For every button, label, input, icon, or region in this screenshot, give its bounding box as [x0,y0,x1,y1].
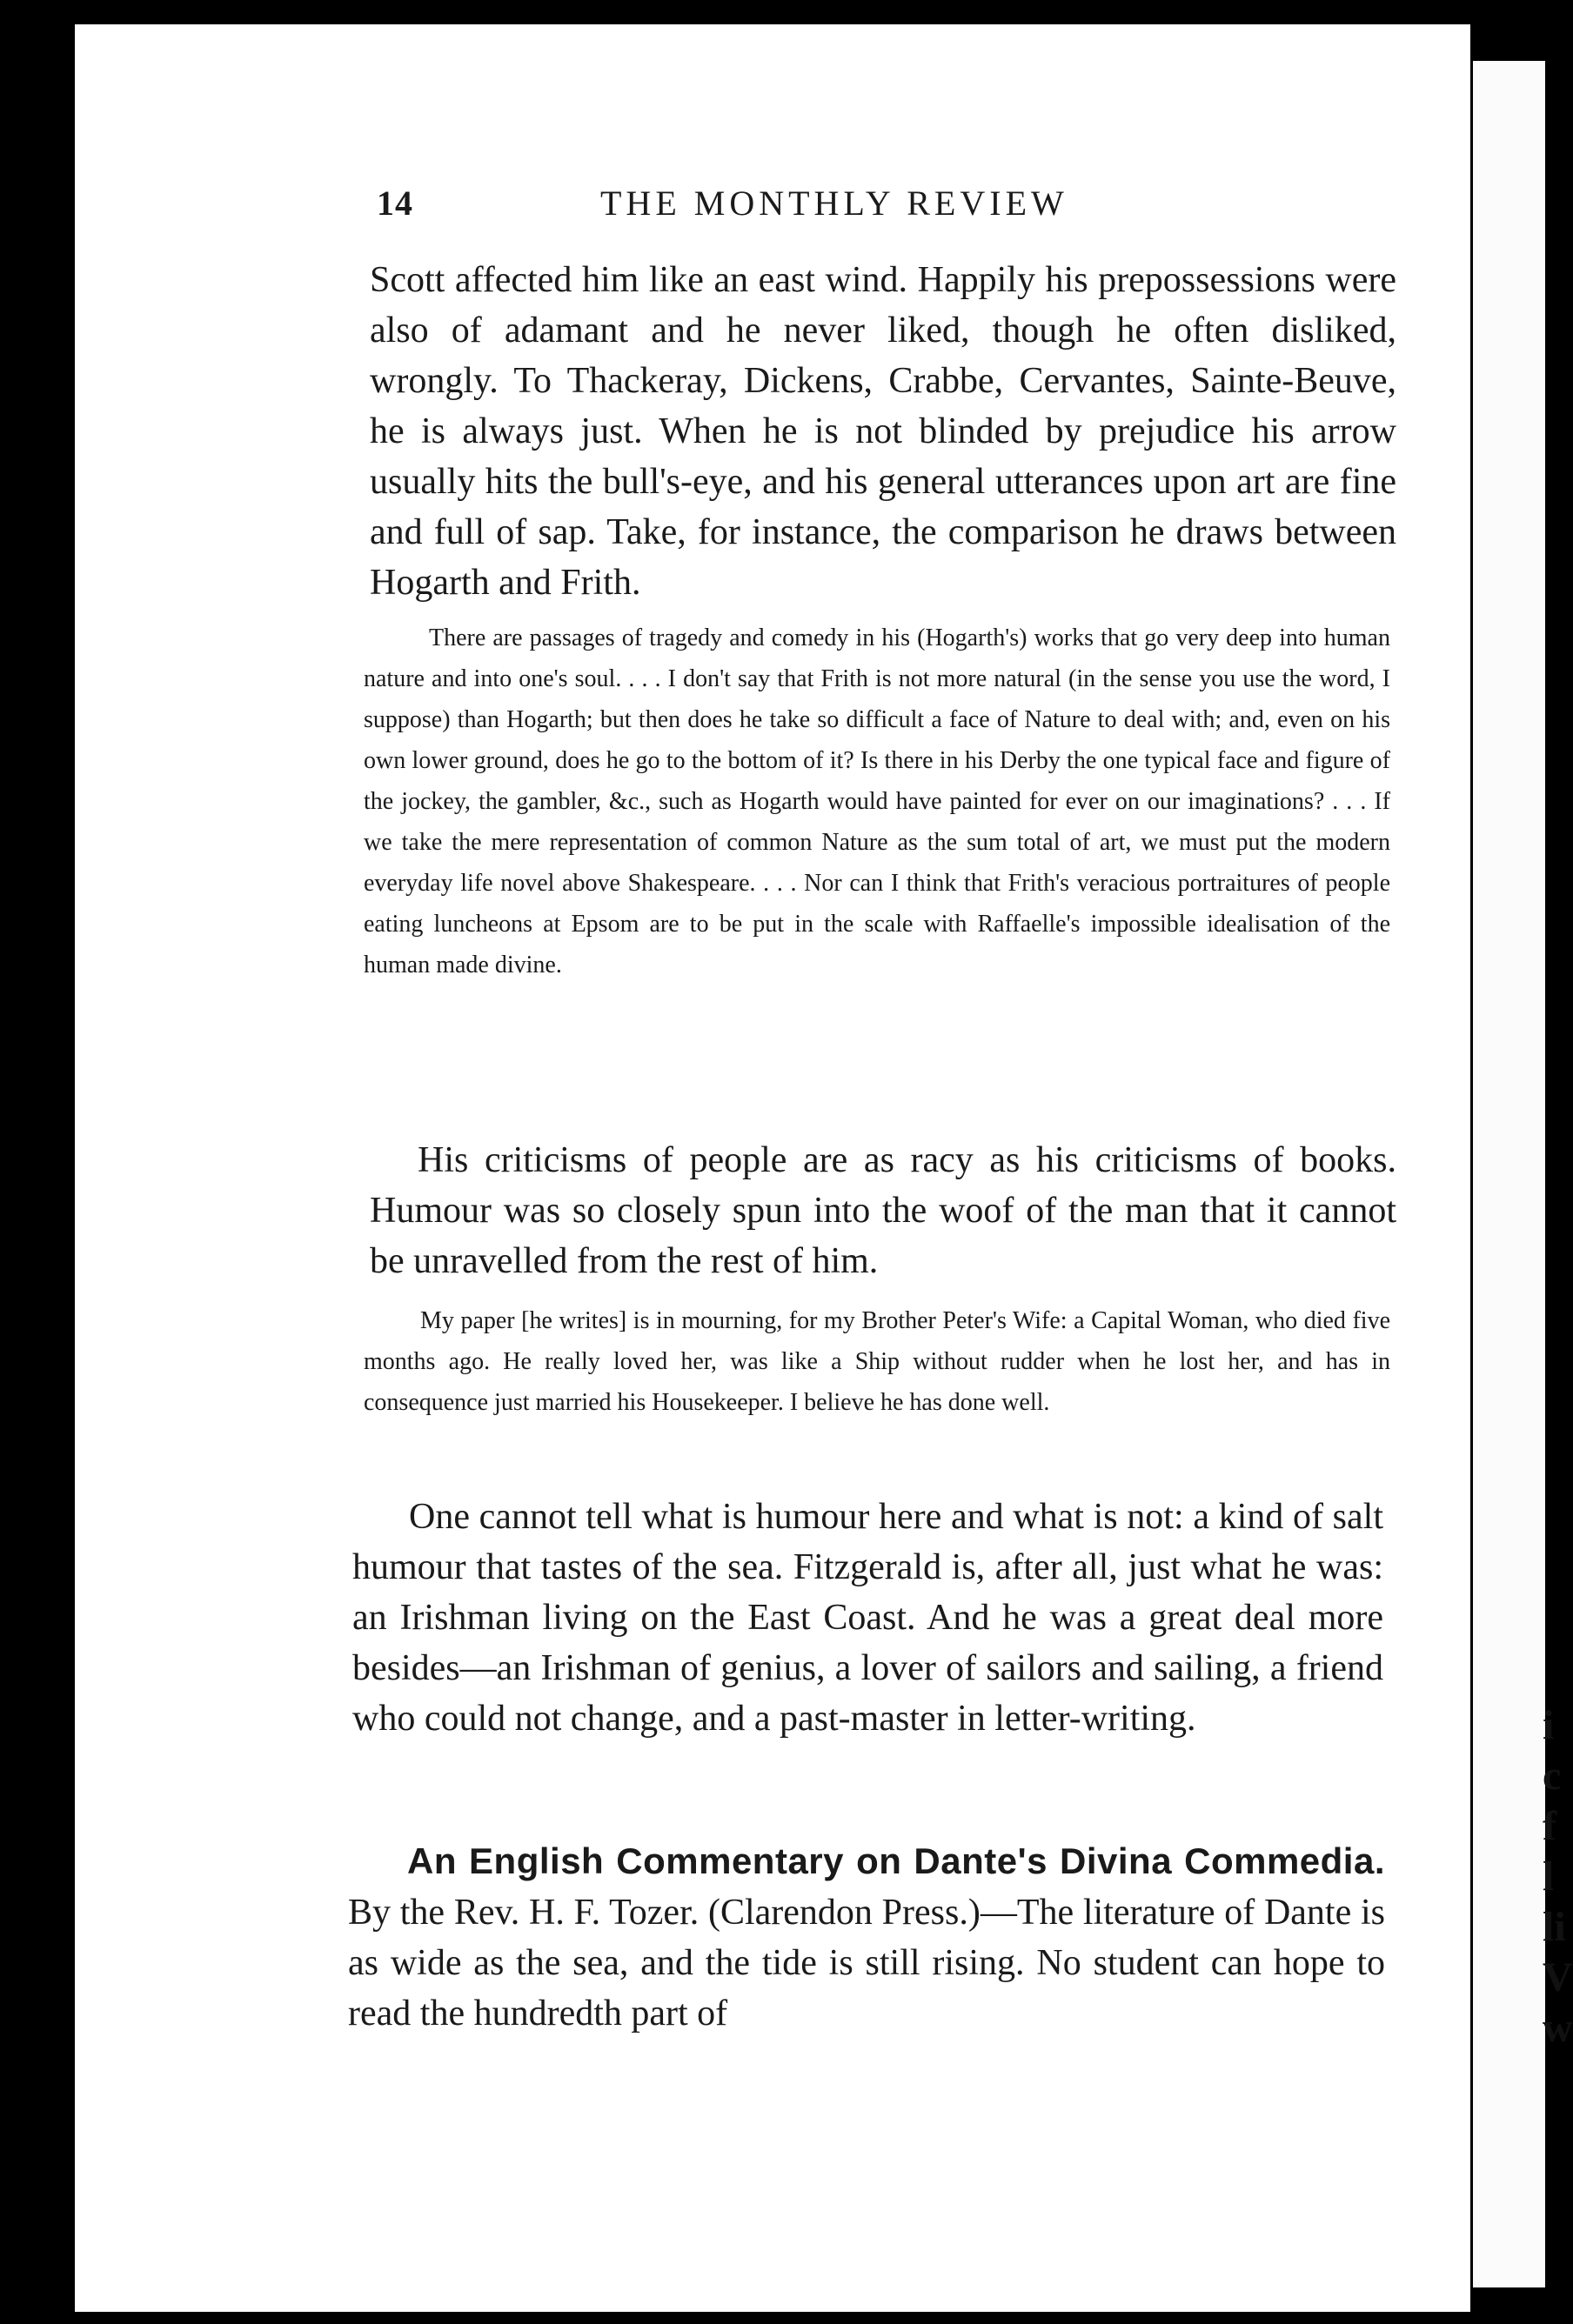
review-text: By the Rev. H. F. Tozer. (Clarendon Press.)—The literature of Dante is as wide as the sea, and the tide is still rising. No student can hope to read the hundredth part of [348,1893,1385,2033]
adjacent-page [1473,61,1573,2287]
block-quote: My paper [he writes] is in mourning, for my Brother Peter's Wife: a Capital Woman, who died five months ago. He really loved her, was like a Ship without rudder when he lost her, and has in consequence just married his Housekeeper. I believe he has done well. [364,1307,1390,1416]
fragment-line: c [1543,1753,1562,1799]
journal-title: THE MONTHLY REVIEW [600,184,1068,223]
fragment-line: li [1543,1904,1566,1950]
fragment-line: i [1543,1702,1555,1748]
review-entry [348,1836,1385,2039]
paragraph: One cannot tell what is humour here and what is not: a kind of salt humour that tastes of the sea. Fitzgerald is, after all, just what he was: an Irishman living on the East Coast. And he was a great deal more besides—an Irishman of genius, a lover of sailors and sailing, a friend who could not change, and a past-master in letter-writing. [352,1497,1383,1739]
fragment-line: V [1543,1954,1573,2000]
paragraph: Scott affected him like an east wind. Happily his prepossessions were also of adamant and he never liked, though he often disliked, wrongly. To Thackeray, Dickens, Crabbe, Cervantes, Sainte-Beuve, he is always just. When he is not blinded by prejudice his arrow usually hits the bull's-eye, and his general utterances upon art are fine and full of sap. Take, for instance, the comparison he draws between Hogarth and Frith. [370,260,1396,603]
fragment-line: w [1543,2005,1573,2051]
running-head [377,183,1412,235]
adjacent-page-fragment [1543,1700,1573,2054]
paragraph: His criticisms of people are as racy as his criticisms of books. Humour was so closely spun into the woof of the man that it cannot be unravelled from the rest of him. [370,1140,1396,1281]
fragment-line: f [1543,1803,1556,1849]
page-number: 14 [377,184,413,223]
fragment-line: l [1543,1853,1555,1900]
review-heading: An English Commentary on Dante's Divina Commedia. [407,1840,1385,1881]
block-quote: There are passages of tragedy and comedy in his (Hogarth's) works that go very deep into human nature and into one's soul. . . . I don't say that Frith is not more natural (in the sense you use the word, I suppose) than Hogarth; but then does he take so difficult a face of Nature to deal with; and, even on his own lower ground, does he go to the bottom of it? Is there in his Derby the one typical face and figure of the jockey, the gambler, &c., such as Hogarth would have painted for ever on our imaginations? . . . If we take the mere representation of common Nature as the sum total of art, we must put the modern everyday life novel above Shakespeare. . . . Nor can I think that Frith's veracious portraitures of people eating luncheons at Epsom are to be put in the scale with Raffaelle's impossible idealisation of the human made divine. [364,624,1390,978]
